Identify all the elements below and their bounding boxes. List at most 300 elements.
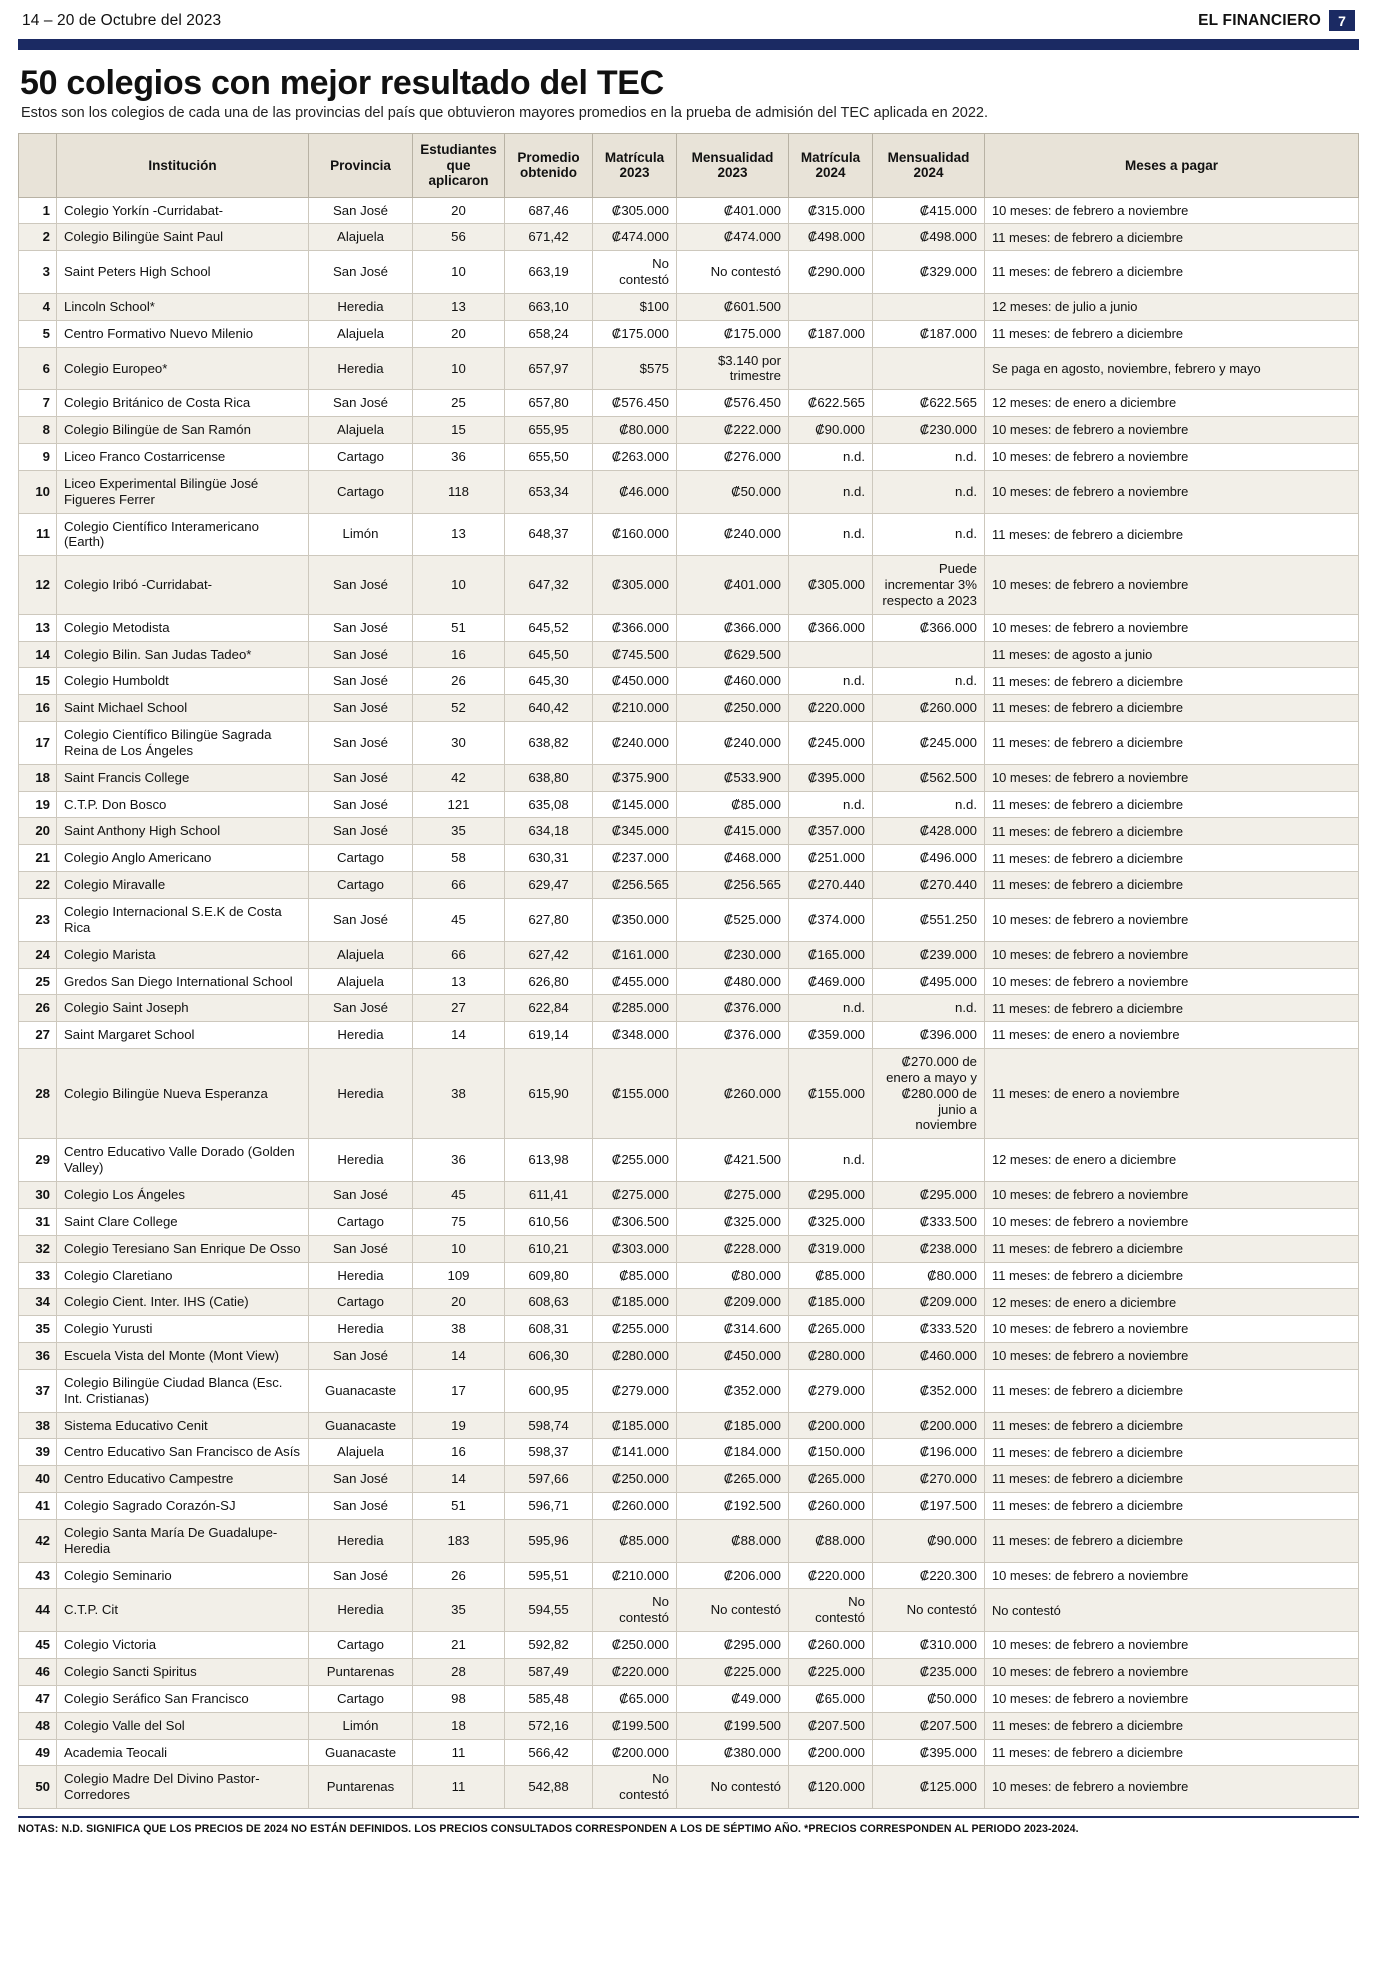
matricula-2024-cell: ₡357.000: [789, 818, 873, 845]
rank-cell: 4: [19, 293, 57, 320]
institution-cell: Colegio Anglo Americano: [57, 845, 309, 872]
matricula-2024-cell: n.d.: [789, 995, 873, 1022]
col-estudiantes-l1: Estudiantes: [420, 142, 497, 157]
mensualidad-2024-cell: ₡90.000: [873, 1519, 985, 1562]
table-row: [19, 1632, 1359, 1659]
meses-cell: Se paga en agosto, noviembre, febrero y mayo: [985, 347, 1359, 390]
table-row: [19, 251, 1359, 294]
table-row: [19, 1369, 1359, 1412]
matricula-2023-cell: ₡240.000: [593, 722, 677, 765]
col-matricula-2023-l1: Matrícula: [604, 149, 665, 165]
matricula-2024-cell: ₡90.000: [789, 417, 873, 444]
col-meses-a-pagar: Meses a pagar: [985, 134, 1359, 198]
province-cell: Heredia: [309, 1262, 413, 1289]
matricula-2023-cell: ₡250.000: [593, 1632, 677, 1659]
meses-cell: 11 meses: de febrero a diciembre: [985, 872, 1359, 899]
mensualidad-2024-cell: ₡270.440: [873, 872, 985, 899]
meses-cell: 11 meses: de febrero a diciembre: [985, 1369, 1359, 1412]
average-cell: 606,30: [505, 1343, 593, 1370]
average-cell: 542,88: [505, 1766, 593, 1809]
matricula-2024-cell: ₡88.000: [789, 1519, 873, 1562]
matricula-2023-cell: ₡305.000: [593, 197, 677, 224]
province-cell: San José: [309, 668, 413, 695]
rank-cell: 6: [19, 347, 57, 390]
institution-cell: Colegio Humboldt: [57, 668, 309, 695]
col-mensualidad-2024: [873, 134, 985, 198]
mensualidad-2023-cell: ₡250.000: [677, 695, 789, 722]
table-row: [19, 1685, 1359, 1712]
province-cell: San José: [309, 1466, 413, 1493]
matricula-2024-cell: ₡359.000: [789, 1022, 873, 1049]
students-cell: 45: [413, 1181, 505, 1208]
province-cell: Cartago: [309, 1632, 413, 1659]
matricula-2023-cell: ₡260.000: [593, 1493, 677, 1520]
mensualidad-2023-cell: ₡230.000: [677, 941, 789, 968]
institution-cell: Colegio Santa María De Guadalupe-Heredia: [57, 1519, 309, 1562]
province-cell: Heredia: [309, 1316, 413, 1343]
rank-cell: 28: [19, 1049, 57, 1139]
table-row: [19, 1412, 1359, 1439]
matricula-2024-cell: ₡622.565: [789, 390, 873, 417]
average-cell: 598,37: [505, 1439, 593, 1466]
province-cell: San José: [309, 614, 413, 641]
province-cell: San José: [309, 251, 413, 294]
rank-cell: 24: [19, 941, 57, 968]
institution-cell: Academia Teocali: [57, 1739, 309, 1766]
students-cell: 19: [413, 1412, 505, 1439]
matricula-2023-cell: ₡255.000: [593, 1316, 677, 1343]
matricula-2023-cell: ₡160.000: [593, 513, 677, 556]
average-cell: 645,30: [505, 668, 593, 695]
students-cell: 25: [413, 390, 505, 417]
matricula-2024-cell: ₡220.000: [789, 695, 873, 722]
meses-cell: 10 meses: de febrero a noviembre: [985, 941, 1359, 968]
students-cell: 15: [413, 417, 505, 444]
matricula-2023-cell: ₡220.000: [593, 1659, 677, 1686]
table-row: [19, 293, 1359, 320]
rank-cell: 22: [19, 872, 57, 899]
institution-cell: Saint Clare College: [57, 1208, 309, 1235]
mensualidad-2023-cell: ₡185.000: [677, 1412, 789, 1439]
mensualidad-2024-cell: ₡498.000: [873, 224, 985, 251]
students-cell: 98: [413, 1685, 505, 1712]
students-cell: 26: [413, 668, 505, 695]
students-cell: 66: [413, 872, 505, 899]
mensualidad-2023-cell: ₡450.000: [677, 1343, 789, 1370]
mensualidad-2023-cell: ₡184.000: [677, 1439, 789, 1466]
average-cell: 627,42: [505, 941, 593, 968]
col-mensualidad-2024-l1: Mensualidad: [887, 149, 970, 165]
institution-cell: Colegio Bilingüe Saint Paul: [57, 224, 309, 251]
matricula-2024-cell: ₡207.500: [789, 1712, 873, 1739]
mensualidad-2023-cell: ₡533.900: [677, 764, 789, 791]
institution-cell: Colegio Miravalle: [57, 872, 309, 899]
table-row: [19, 845, 1359, 872]
matricula-2024-cell: [789, 293, 873, 320]
meses-cell: 10 meses: de febrero a noviembre: [985, 614, 1359, 641]
rank-cell: 2: [19, 224, 57, 251]
province-cell: Cartago: [309, 1208, 413, 1235]
students-cell: 30: [413, 722, 505, 765]
col-mensualidad-2023-l1: Mensualidad: [691, 149, 774, 165]
mensualidad-2023-cell: ₡49.000: [677, 1685, 789, 1712]
mensualidad-2024-cell: [873, 1139, 985, 1182]
average-cell: 572,16: [505, 1712, 593, 1739]
average-cell: 615,90: [505, 1049, 593, 1139]
meses-cell: 10 meses: de febrero a noviembre: [985, 470, 1359, 513]
col-promedio-l1: Promedio: [517, 149, 580, 165]
matricula-2023-cell: ₡199.500: [593, 1712, 677, 1739]
students-cell: 51: [413, 614, 505, 641]
mensualidad-2023-cell: ₡629.500: [677, 641, 789, 668]
table-row: [19, 722, 1359, 765]
meses-cell: 12 meses: de enero a diciembre: [985, 390, 1359, 417]
institution-cell: Saint Francis College: [57, 764, 309, 791]
matricula-2023-cell: ₡85.000: [593, 1262, 677, 1289]
institution-cell: Colegio Teresiano San Enrique De Osso: [57, 1235, 309, 1262]
institution-cell: C.T.P. Don Bosco: [57, 791, 309, 818]
rank-cell: 21: [19, 845, 57, 872]
mensualidad-2024-cell: ₡230.000: [873, 417, 985, 444]
province-cell: Cartago: [309, 1289, 413, 1316]
matricula-2023-cell: ₡185.000: [593, 1289, 677, 1316]
province-cell: Heredia: [309, 1049, 413, 1139]
page-subtitle: Estos son los colegios de cada una de las provincias del país que obtuvieron mayores promedios en la prueba de admisión del TEC aplicada en 2022.: [21, 105, 988, 121]
meses-cell: 10 meses: de febrero a noviembre: [985, 1632, 1359, 1659]
average-cell: 647,32: [505, 556, 593, 615]
table-row: [19, 1562, 1359, 1589]
mensualidad-2023-cell: ₡206.000: [677, 1562, 789, 1589]
col-mensualidad-2023-l2: 2023: [717, 165, 748, 181]
table-row: [19, 470, 1359, 513]
institution-cell: Colegio Británico de Costa Rica: [57, 390, 309, 417]
matricula-2024-cell: ₡395.000: [789, 764, 873, 791]
students-cell: 20: [413, 197, 505, 224]
province-cell: San José: [309, 695, 413, 722]
meses-cell: 10 meses: de febrero a noviembre: [985, 1208, 1359, 1235]
rank-cell: 23: [19, 899, 57, 942]
table-row: [19, 614, 1359, 641]
province-cell: San José: [309, 1181, 413, 1208]
table-row: [19, 197, 1359, 224]
institution-cell: Colegio Seminario: [57, 1562, 309, 1589]
matricula-2024-cell: ₡325.000: [789, 1208, 873, 1235]
province-cell: Heredia: [309, 347, 413, 390]
province-cell: Heredia: [309, 1022, 413, 1049]
matricula-2024-cell: n.d.: [789, 791, 873, 818]
average-cell: 610,56: [505, 1208, 593, 1235]
matricula-2023-cell: ₡474.000: [593, 224, 677, 251]
table-row: [19, 1139, 1359, 1182]
province-cell: San José: [309, 197, 413, 224]
province-cell: San José: [309, 1562, 413, 1589]
province-cell: Limón: [309, 513, 413, 556]
mensualidad-2023-cell: No contestó: [677, 251, 789, 294]
rank-cell: 1: [19, 197, 57, 224]
institution-cell: Colegio Bilin. San Judas Tadeo*: [57, 641, 309, 668]
students-cell: 13: [413, 293, 505, 320]
table-row: [19, 995, 1359, 1022]
col-matricula-2024-l1: Matrícula: [800, 149, 861, 165]
students-cell: 10: [413, 556, 505, 615]
table-row: [19, 1022, 1359, 1049]
students-cell: 52: [413, 695, 505, 722]
mensualidad-2024-cell: ₡125.000: [873, 1766, 985, 1809]
province-cell: Alajuela: [309, 941, 413, 968]
mensualidad-2024-cell: ₡310.000: [873, 1632, 985, 1659]
masthead: [18, 0, 1359, 39]
mensualidad-2024-cell: ₡239.000: [873, 941, 985, 968]
average-cell: 658,24: [505, 320, 593, 347]
mensualidad-2024-cell: n.d.: [873, 668, 985, 695]
province-cell: San José: [309, 1493, 413, 1520]
average-cell: 657,80: [505, 390, 593, 417]
province-cell: Cartago: [309, 872, 413, 899]
mensualidad-2023-cell: ₡209.000: [677, 1289, 789, 1316]
average-cell: 687,46: [505, 197, 593, 224]
matricula-2024-cell: ₡469.000: [789, 968, 873, 995]
matricula-2023-cell: ₡256.565: [593, 872, 677, 899]
col-matricula-2024-l2: 2024: [815, 165, 846, 181]
students-cell: 118: [413, 470, 505, 513]
rank-cell: 17: [19, 722, 57, 765]
institution-cell: Saint Anthony High School: [57, 818, 309, 845]
average-cell: 634,18: [505, 818, 593, 845]
meses-cell: 11 meses: de febrero a diciembre: [985, 1235, 1359, 1262]
matricula-2024-cell: n.d.: [789, 513, 873, 556]
province-cell: Guanacaste: [309, 1739, 413, 1766]
table-row: [19, 1316, 1359, 1343]
rank-cell: 42: [19, 1519, 57, 1562]
mensualidad-2023-cell: ₡352.000: [677, 1369, 789, 1412]
mensualidad-2024-cell: ₡395.000: [873, 1739, 985, 1766]
table-row: [19, 513, 1359, 556]
masthead-right: [1198, 10, 1355, 31]
institution-cell: Saint Margaret School: [57, 1022, 309, 1049]
col-mensualidad-2023: [677, 134, 789, 198]
institution-cell: Colegio Metodista: [57, 614, 309, 641]
mensualidad-2023-cell: ₡80.000: [677, 1262, 789, 1289]
students-cell: 17: [413, 1369, 505, 1412]
meses-cell: 11 meses: de enero a noviembre: [985, 1022, 1359, 1049]
average-cell: 609,80: [505, 1262, 593, 1289]
table-row: [19, 1049, 1359, 1139]
mensualidad-2023-cell: ₡260.000: [677, 1049, 789, 1139]
meses-cell: 11 meses: de febrero a diciembre: [985, 1739, 1359, 1766]
matricula-2024-cell: n.d.: [789, 470, 873, 513]
rank-cell: 41: [19, 1493, 57, 1520]
institution-cell: Sistema Educativo Cenit: [57, 1412, 309, 1439]
province-cell: Cartago: [309, 845, 413, 872]
matricula-2023-cell: $575: [593, 347, 677, 390]
mensualidad-2023-cell: ₡380.000: [677, 1739, 789, 1766]
rank-cell: 5: [19, 320, 57, 347]
table-row: [19, 872, 1359, 899]
average-cell: 585,48: [505, 1685, 593, 1712]
matricula-2024-cell: ₡251.000: [789, 845, 873, 872]
mensualidad-2024-cell: ₡622.565: [873, 390, 985, 417]
matricula-2024-cell: n.d.: [789, 443, 873, 470]
table-notes: NOTAS: N.D. SIGNIFICA QUE LOS PRECIOS DE 2024 NO ESTÁN DEFINIDOS. LOS PRECIOS CONSULTADOS CORRESPONDEN A LOS DE SÉPTIMO AÑO. *PRECIOS CORRESPONDEN AL PERIODO 2023-2024.: [18, 1816, 1359, 1835]
mensualidad-2024-cell: ₡333.520: [873, 1316, 985, 1343]
mensualidad-2024-cell: ₡238.000: [873, 1235, 985, 1262]
institution-cell: Colegio Seráfico San Francisco: [57, 1685, 309, 1712]
institution-cell: Liceo Franco Costarricense: [57, 443, 309, 470]
matricula-2023-cell: ₡279.000: [593, 1369, 677, 1412]
matricula-2024-cell: ₡185.000: [789, 1289, 873, 1316]
mensualidad-2023-cell: ₡401.000: [677, 197, 789, 224]
meses-cell: 10 meses: de febrero a noviembre: [985, 1181, 1359, 1208]
average-cell: 640,42: [505, 695, 593, 722]
students-cell: 109: [413, 1262, 505, 1289]
students-cell: 14: [413, 1466, 505, 1493]
students-cell: 14: [413, 1343, 505, 1370]
institution-cell: Colegio Científico Interamericano (Earth): [57, 513, 309, 556]
institution-cell: Colegio Madre Del Divino Pastor-Corredores: [57, 1766, 309, 1809]
table-row: [19, 224, 1359, 251]
students-cell: 51: [413, 1493, 505, 1520]
matricula-2024-cell: ₡260.000: [789, 1493, 873, 1520]
province-cell: Alajuela: [309, 968, 413, 995]
students-cell: 20: [413, 1289, 505, 1316]
mensualidad-2024-cell: n.d.: [873, 513, 985, 556]
matricula-2023-cell: ₡185.000: [593, 1412, 677, 1439]
average-cell: 663,19: [505, 251, 593, 294]
table-body: [19, 197, 1359, 1809]
province-cell: San José: [309, 995, 413, 1022]
table-row: [19, 764, 1359, 791]
institution-cell: Colegio Bilingüe de San Ramón: [57, 417, 309, 444]
meses-cell: 10 meses: de febrero a noviembre: [985, 968, 1359, 995]
students-cell: 35: [413, 1589, 505, 1632]
rank-cell: 25: [19, 968, 57, 995]
table-row: [19, 1739, 1359, 1766]
matricula-2024-cell: ₡366.000: [789, 614, 873, 641]
province-cell: San José: [309, 818, 413, 845]
students-cell: 27: [413, 995, 505, 1022]
mensualidad-2024-cell: ₡207.500: [873, 1712, 985, 1739]
students-cell: 10: [413, 347, 505, 390]
rank-cell: 39: [19, 1439, 57, 1466]
matricula-2023-cell: ₡450.000: [593, 668, 677, 695]
mensualidad-2023-cell: ₡474.000: [677, 224, 789, 251]
students-cell: 26: [413, 1562, 505, 1589]
col-promedio: [505, 134, 593, 198]
institution-cell: Colegio Bilingüe Nueva Esperanza: [57, 1049, 309, 1139]
average-cell: 648,37: [505, 513, 593, 556]
students-cell: 58: [413, 845, 505, 872]
institution-cell: Gredos San Diego International School: [57, 968, 309, 995]
mensualidad-2024-cell: [873, 641, 985, 668]
matricula-2023-cell: ₡145.000: [593, 791, 677, 818]
meses-cell: 11 meses: de febrero a diciembre: [985, 1712, 1359, 1739]
mensualidad-2024-cell: ₡270.000: [873, 1466, 985, 1493]
rank-cell: 36: [19, 1343, 57, 1370]
mensualidad-2023-cell: $3.140 por trimestre: [677, 347, 789, 390]
publication-name: EL FINANCIERO: [1198, 11, 1321, 29]
province-cell: San José: [309, 556, 413, 615]
province-cell: San José: [309, 1343, 413, 1370]
table-row: [19, 1712, 1359, 1739]
table-row: [19, 899, 1359, 942]
mensualidad-2024-cell: ₡245.000: [873, 722, 985, 765]
province-cell: Heredia: [309, 1519, 413, 1562]
students-cell: 18: [413, 1712, 505, 1739]
province-cell: Guanacaste: [309, 1412, 413, 1439]
average-cell: 597,66: [505, 1466, 593, 1493]
meses-cell: 11 meses: de febrero a diciembre: [985, 1412, 1359, 1439]
matricula-2023-cell: ₡375.900: [593, 764, 677, 791]
mensualidad-2023-cell: ₡366.000: [677, 614, 789, 641]
average-cell: 595,51: [505, 1562, 593, 1589]
province-cell: San José: [309, 899, 413, 942]
col-estudiantes-l2: que: [446, 157, 471, 173]
meses-cell: 11 meses: de febrero a diciembre: [985, 791, 1359, 818]
province-cell: Cartago: [309, 470, 413, 513]
province-cell: Limón: [309, 1712, 413, 1739]
matricula-2024-cell: ₡220.000: [789, 1562, 873, 1589]
institution-cell: Centro Educativo Campestre: [57, 1466, 309, 1493]
mensualidad-2023-cell: ₡175.000: [677, 320, 789, 347]
matricula-2024-cell: ₡295.000: [789, 1181, 873, 1208]
average-cell: 645,52: [505, 614, 593, 641]
table-row: [19, 1343, 1359, 1370]
rank-cell: 10: [19, 470, 57, 513]
institution-cell: Colegio Victoria: [57, 1632, 309, 1659]
average-cell: 655,95: [505, 417, 593, 444]
matricula-2024-cell: ₡245.000: [789, 722, 873, 765]
mensualidad-2024-cell: ₡329.000: [873, 251, 985, 294]
rank-cell: 15: [19, 668, 57, 695]
meses-cell: 11 meses: de febrero a diciembre: [985, 1493, 1359, 1520]
meses-cell: 11 meses: de febrero a diciembre: [985, 818, 1359, 845]
rank-cell: 27: [19, 1022, 57, 1049]
matricula-2023-cell: ₡285.000: [593, 995, 677, 1022]
mensualidad-2023-cell: ₡415.000: [677, 818, 789, 845]
students-cell: 20: [413, 320, 505, 347]
rank-cell: 40: [19, 1466, 57, 1493]
average-cell: 630,31: [505, 845, 593, 872]
students-cell: 16: [413, 1439, 505, 1466]
mensualidad-2023-cell: ₡50.000: [677, 470, 789, 513]
students-cell: 11: [413, 1766, 505, 1809]
table-row: [19, 1589, 1359, 1632]
province-cell: San José: [309, 791, 413, 818]
matricula-2024-cell: n.d.: [789, 1139, 873, 1182]
matricula-2023-cell: ₡263.000: [593, 443, 677, 470]
average-cell: 653,34: [505, 470, 593, 513]
mensualidad-2023-cell: ₡199.500: [677, 1712, 789, 1739]
col-matricula-2023-l2: 2023: [619, 165, 650, 181]
province-cell: Cartago: [309, 443, 413, 470]
average-cell: 619,14: [505, 1022, 593, 1049]
mensualidad-2024-cell: ₡270.000 de enero a mayo y ₡280.000 de junio a noviembre: [873, 1049, 985, 1139]
meses-cell: 12 meses: de enero a diciembre: [985, 1289, 1359, 1316]
matricula-2023-cell: ₡250.000: [593, 1466, 677, 1493]
province-cell: Alajuela: [309, 320, 413, 347]
matricula-2023-cell: ₡46.000: [593, 470, 677, 513]
meses-cell: 10 meses: de febrero a noviembre: [985, 1659, 1359, 1686]
matricula-2024-cell: ₡280.000: [789, 1343, 873, 1370]
meses-cell: 11 meses: de febrero a diciembre: [985, 251, 1359, 294]
mensualidad-2024-cell: [873, 347, 985, 390]
matricula-2024-cell: ₡270.440: [789, 872, 873, 899]
mensualidad-2023-cell: ₡88.000: [677, 1519, 789, 1562]
rank-cell: 3: [19, 251, 57, 294]
meses-cell: 10 meses: de febrero a noviembre: [985, 443, 1359, 470]
col-rank: [19, 134, 57, 198]
page-title: 50 colegios con mejor resultado del TEC: [20, 64, 664, 102]
